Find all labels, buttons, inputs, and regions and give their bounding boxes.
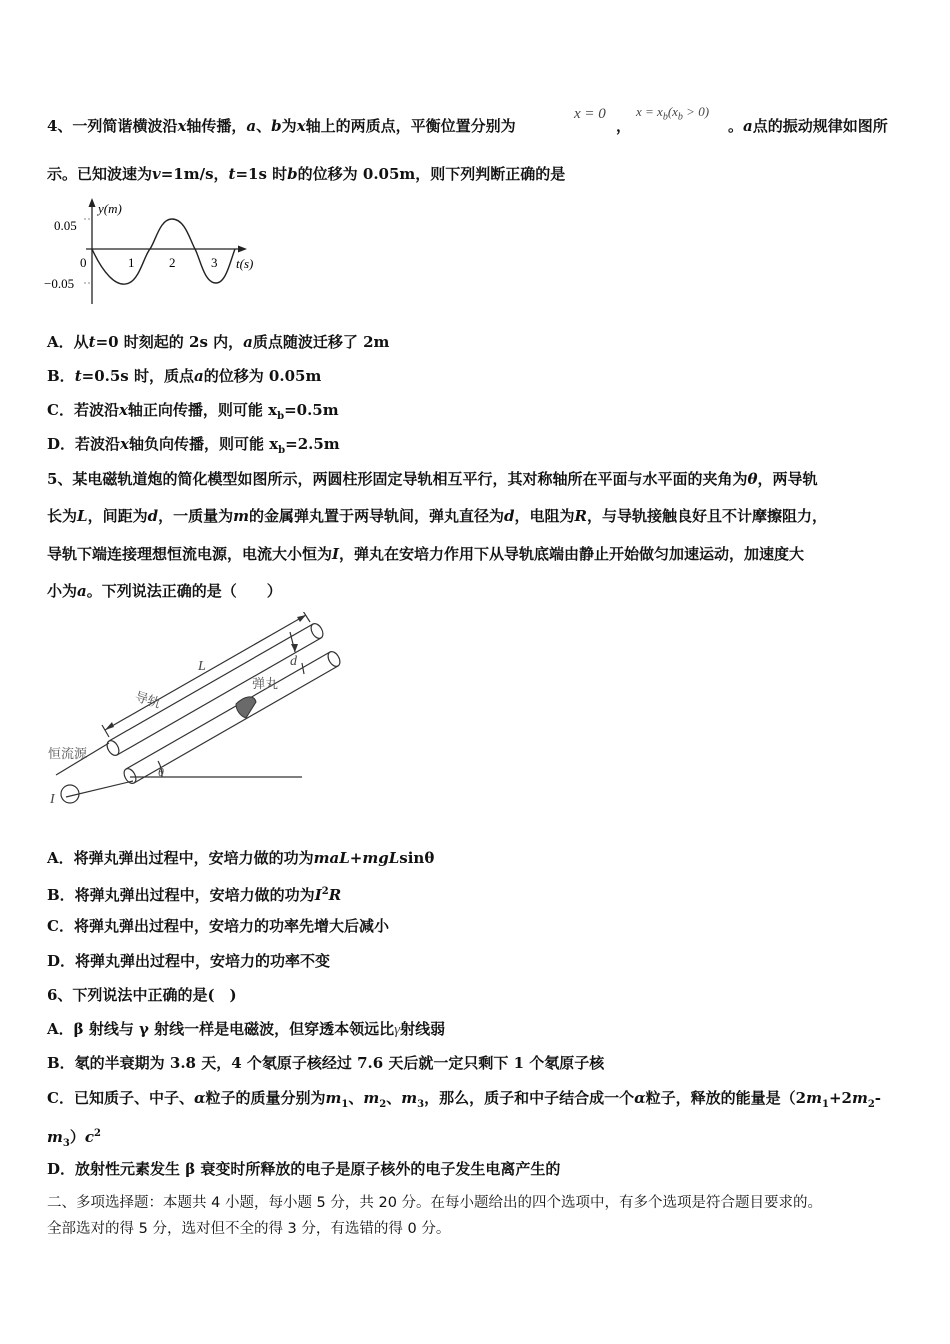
- q4-line1-end: 。a点的振动规律如图所: [728, 117, 888, 135]
- q5-line1: 5、某电磁轨道炮的简化模型如图所示，两圆柱形固定导轨相互平行，其对称轴所在平面与水平面的夹角为θ，两导轨: [47, 470, 818, 488]
- q6-title: 6、下列说法中正确的是( ): [47, 986, 237, 1004]
- q4-option-a: A．从t=0 时刻起的 2s 内，a质点随波迁移了 2m: [47, 333, 390, 351]
- q5-option-a: A．将弹丸弹出过程中，安培力做的功为maL+mgLsinθ: [47, 849, 435, 867]
- q4-comma: ，: [616, 117, 632, 135]
- q6-option-a: A．β 射线与 γ 射线一样是电磁波，但穿透本领远比γ射线弱: [47, 1020, 446, 1038]
- q4-option-b: B．t=0.5s 时，质点a的位移为 0.05m: [47, 367, 322, 385]
- tick-origin: 0: [80, 255, 87, 270]
- q4-option-d: D．若波沿x轴负向传播，则可能 $x_b=2.5m$: [47, 435, 340, 456]
- L-arrow-left: [105, 722, 114, 730]
- fig-L: L: [198, 659, 206, 674]
- railgun-figure: [40, 612, 350, 812]
- vibration-graph: [40, 196, 270, 308]
- upper-rail-top-edge: [109, 624, 313, 741]
- q5-line2: 长为L，间距为d，一质量为m的金属弹丸置于两导轨间，弹丸直径为d，电阻为R，与导轨接触良好且不计摩擦阻力，: [47, 507, 827, 525]
- y-label: y(m): [98, 201, 122, 216]
- fig-rail: 导轨: [133, 688, 163, 711]
- fig-bullet: 弹丸: [252, 676, 279, 691]
- fig-source: 恒流源: [48, 746, 88, 761]
- q6-option-c-line2: $m_3)c^2$: [47, 1128, 101, 1149]
- sine-curve: [92, 219, 235, 284]
- tick-2: 2: [169, 255, 176, 270]
- q4-option-c: C．若波沿x轴正向传播，则可能 $x_b=0.5m$: [47, 401, 339, 422]
- lower-rail-bottom-edge: [134, 666, 338, 783]
- q4-line1: 4、一列简谐横波沿x轴传播，a、b为x轴上的两质点，平衡位置分别为: [47, 117, 516, 135]
- t-label: t(s): [236, 256, 254, 271]
- eq-x-xb: $x = x_b(x_b > 0)$: [636, 104, 710, 123]
- section2-heading-line1: 二、多项选择题：本题共 4 小题，每小题 5 分，共 20 分。在每小题给出的四个选项中，有多个选项是符合题目要求的。: [47, 1195, 823, 1211]
- t-arrow: [238, 246, 247, 253]
- tick-yneg: −0.05: [44, 276, 75, 291]
- q5-line3: 导轨下端连接理想恒流电源，电流大小恒为I，弹丸在安培力作用下从导轨底端由静止开始做匀加速运动，加速度大: [47, 545, 805, 563]
- q5-option-b: B．将弹丸弹出过程中，安培力做的功为$I^2R$: [47, 886, 342, 904]
- tick-ypos: 0.05: [54, 218, 77, 233]
- y-arrow: [89, 198, 96, 207]
- d-arrow: [291, 644, 298, 652]
- fig-d: d: [290, 654, 297, 669]
- lower-rail-top-edge: [126, 652, 330, 769]
- q6-option-c-line1: C．已知质子、中子、α粒子的质量分别为$m_1$、$m_2$、$m_3$，那么，质子和中子结合成一个α粒子，释放的能量是（$2m_1+2m_2-$: [47, 1089, 882, 1110]
- fig-I: I: [50, 792, 55, 807]
- section2-heading-line2: 全部选对的得 5 分，选对但不全的得 3 分，有选错的得 0 分。: [47, 1221, 451, 1237]
- q6-option-d: D．放射性元素发生 β 衰变时所释放的电子是原子核外的电子发生电离产生的: [47, 1160, 561, 1178]
- q5-line4: 小为a。下列说法正确的是（ ）: [47, 582, 282, 600]
- fig-theta: θ: [158, 765, 164, 779]
- L-arrow-right: [297, 615, 306, 622]
- tick-3: 3: [211, 255, 218, 270]
- q6-option-b: B．氡的半衰期为 3.8 天，4 个氡原子核经过 7.6 天后就一定只剩下 1 个氡原子核: [47, 1054, 605, 1072]
- q5-option-c: C．将弹丸弹出过程中，安培力的功率先增大后减小: [47, 917, 389, 935]
- tick-1: 1: [128, 255, 135, 270]
- q5-option-d: D．将弹丸弹出过程中，安培力的功率不变: [47, 952, 331, 970]
- source-wire-bottom: [66, 781, 133, 797]
- q4-line2: 示。已知波速为v=1m/s，t=1s 时b的位移为 0.05m，则下列判断正确的是: [47, 165, 566, 183]
- eq-x-zero: x = 0: [574, 106, 606, 122]
